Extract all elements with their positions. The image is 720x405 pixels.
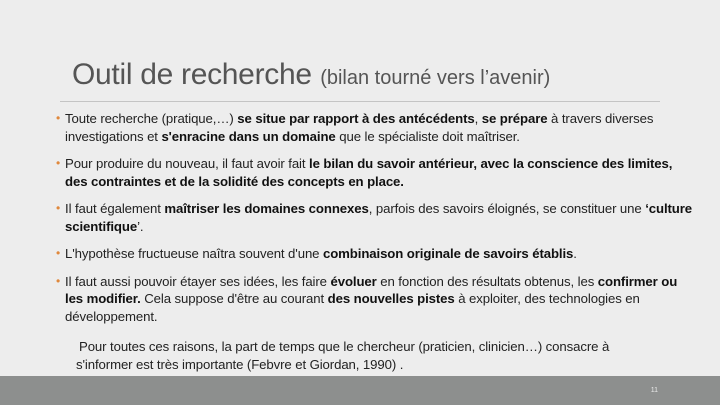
bullet-emphasis: ‘culture scientifique (65, 201, 693, 234)
bullet-text: , (474, 111, 482, 126)
bullet-dot-icon: • (56, 201, 61, 215)
title-main: Outil de recherche (72, 58, 312, 91)
footer-bar (0, 376, 720, 405)
closing-note-line-1: Pour toutes ces raisons, la part de temps que le chercheur (praticien, clinicien…) consacre à (79, 339, 610, 354)
bullet-text: Pour produire du nouveau, il faut avoir fait (65, 156, 310, 171)
bullet-text: . (573, 246, 577, 261)
bullet-text: que le spécialiste doit maîtriser. (335, 128, 520, 144)
page-number: 11 (650, 387, 658, 394)
bullet-text: en fonction des résultats obtenus, les (376, 273, 598, 289)
bullet-emphasis: des nouvelles pistes (327, 291, 455, 306)
slide-title (72, 58, 550, 92)
bullet-text: Toute recherche (pratique,…) (65, 111, 238, 126)
bullet-text: Il faut aussi pouvoir étayer ses idées, les faire (65, 273, 331, 289)
bullet-emphasis: maîtriser les domaines connexes (164, 201, 369, 216)
bullet-text: Cela suppose d'être au courant (140, 291, 328, 306)
bullet-item (56, 245, 696, 263)
bullet-text: , parfois des savoirs éloignés, se constituer une (368, 201, 646, 216)
bullet-dot-icon: • (56, 246, 61, 260)
bullet-list (56, 110, 696, 335)
bullet-item (56, 273, 696, 326)
title-subtitle: (bilan tourné vers l’avenir) (320, 67, 551, 89)
bullet-text: à exploiter, des technologies en développement. (65, 291, 640, 324)
title-divider (60, 101, 660, 102)
bullet-text: Il faut également (65, 201, 165, 216)
closing-note (76, 338, 696, 374)
bullet-emphasis: se situe par rapport à des antécédents (237, 111, 475, 126)
bullet-emphasis: évoluer (330, 273, 377, 289)
bullet-dot-icon: • (56, 273, 61, 288)
bullet-text: ’. (137, 218, 144, 234)
bullet-dot-icon: • (56, 111, 61, 125)
bullet-text: L'hypothèse fructueuse naîtra souvent d'une (65, 246, 323, 261)
bullet-emphasis: se prépare (481, 111, 548, 126)
bullet-emphasis: s'enracine dans un domaine (161, 128, 336, 144)
bullet-dot-icon: • (56, 156, 61, 170)
bullet-item (56, 155, 696, 190)
bullet-emphasis: combinaison originale de savoirs établis (322, 246, 574, 261)
bullet-emphasis: confirmer ou les modifier. (65, 273, 678, 306)
closing-note-line-2: s'informer est très importante (Febvre et Giordan, 1990) . (76, 357, 404, 372)
bullet-emphasis: le bilan du savoir antérieur, avec la conscience des limites, des contraintes et de la solidité des concepts en place. (65, 156, 673, 189)
bullet-item (56, 200, 696, 235)
bullet-item (56, 110, 696, 145)
bullet-text: à travers diverses investigations et (65, 111, 654, 144)
